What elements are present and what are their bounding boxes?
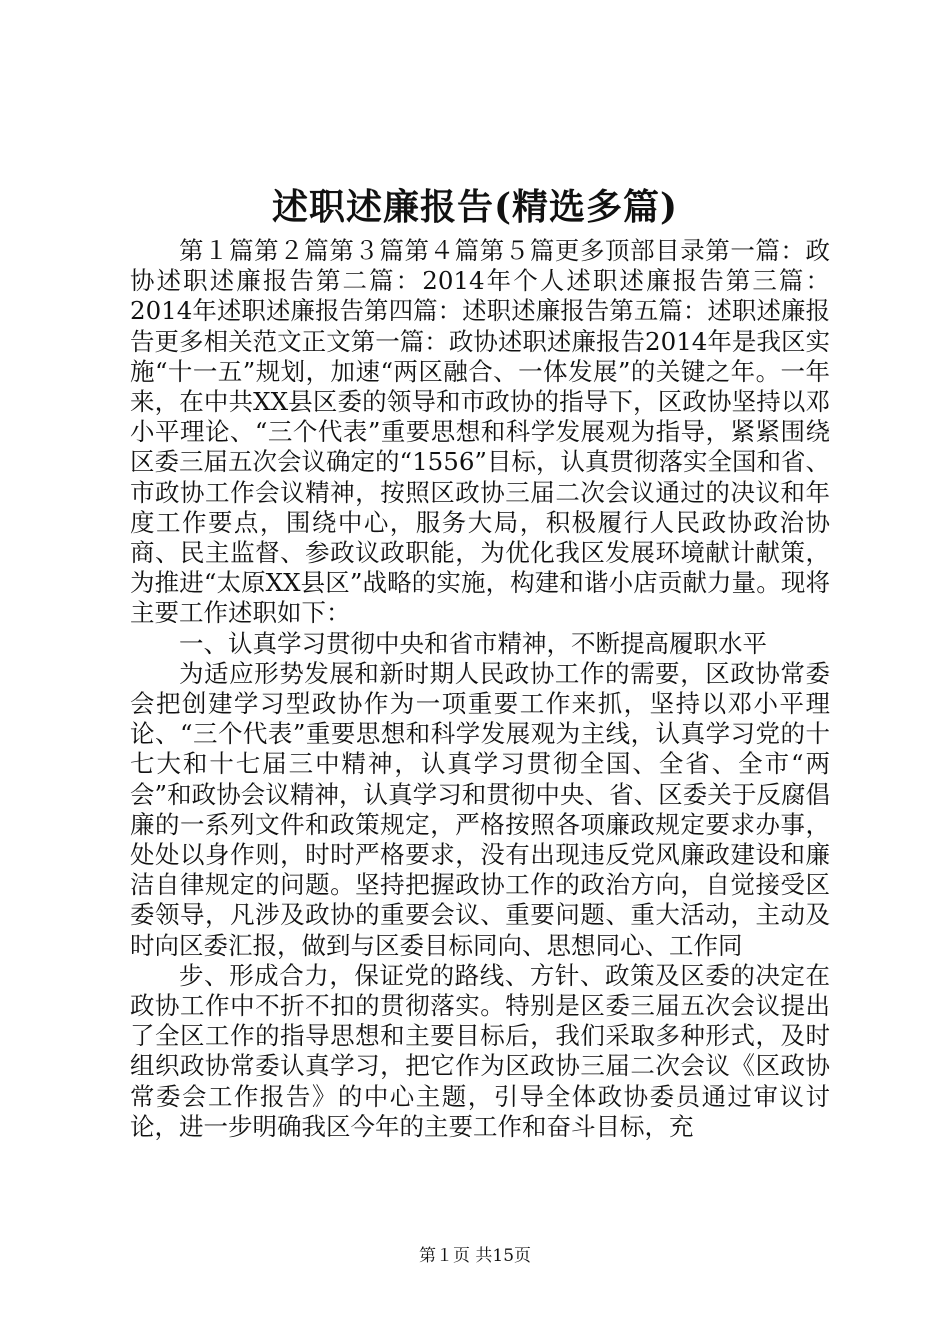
document-title: 述职述廉报告(精选多篇) bbox=[271, 186, 679, 228]
page-number-footer: 第１页 共15页 bbox=[418, 1246, 532, 1266]
paragraph-learning: 为适应形势发展和新时期人民政协工作的需要，区政协常委会把创建学习型政协作为一项重要工作来抓，坚持以邓小平理论、“三个代表”重要思想和科学发展观为主线，认真学习党的十七大和十七届三中精神，认真学习贯彻全国、全省、全市“两会”和政协会议精神，认真学习和贯彻中央、省、区委关于反腐倡廉的一系列文件和政策规定，严格按照各项廉政规定要求办事，处处以身作则，时时严格要求，没有出现违反党风廉政建设和廉洁自律规定的问题。坚持把握政协工作的政治方向，自觉接受区委领导，凡涉及政协的重要会议、重要问题、重大活动，主动及时向区委汇报，做到与区委目标同向、思想同心、工作同 bbox=[130, 658, 830, 960]
paragraph-continuation: 步、形成合力，保证党的路线、方针、政策及区委的决定在政协工作中不折不扣的贯彻落实。特别是区委三届五次会议提出了全区工作的指导思想和主要目标后，我们采取多种形式，及时组织政协常委认真学习，把它作为区政协三届二次会议《区政协常委会工作报告》的中心主题，引导全体政协委员通过审议讨论，进一步明确我区今年的主要工作和奋斗目标，充 bbox=[130, 960, 830, 1141]
document-body bbox=[130, 236, 830, 1142]
section-heading-one: 一、认真学习贯彻中央和省市精神，不断提高履职水平 bbox=[179, 628, 767, 658]
paragraph-table-of-contents-and-intro: 第１篇第２篇第３篇第４篇第５篇更多顶部目录第一篇：政协述职述廉报告第二篇：2014年个人述职述廉报告第三篇：2014年述职述廉报告第四篇：述职述廉报告第五篇：述职述廉报告更多相关范文正文第一篇：政协述职述廉报告2014年是我区实施“十一五”规划，加速“两区融合、一体发展”的关键之年。一年来，在中共XX县区委的领导和市政协的指导下，区政协坚持以邓小平理论、“三个代表”重要思想和科学发展观为指导，紧紧围绕区委三届五次会议确定的“1556”目标，认真贯彻落实全国和省、市政协工作会议精神，按照区政协三届二次会议通过的决议和年度工作要点，围绕中心，服务大局，积极履行人民政协政治协商、民主监督、参政议政职能，为优化我区发展环境献计献策，为推进“太原XX县区”战略的实施，构建和谐小店贡献力量。现将主要工作述职如下： bbox=[130, 236, 830, 628]
